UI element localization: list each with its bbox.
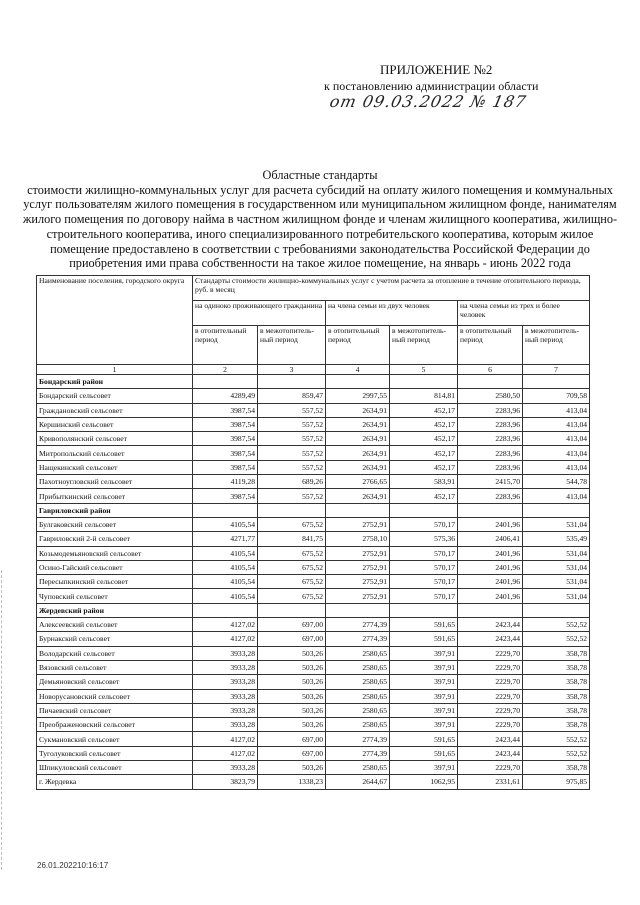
value-cell: 557,52 [258,417,326,431]
group-header: на члена семьи из трех и более человек [458,301,590,326]
value-cell: 452,17 [390,489,458,503]
value-cell: 709,58 [523,389,590,403]
value-cell: 2580,65 [326,718,390,732]
value-cell: 397,91 [390,646,458,660]
value-cell: 583,91 [390,475,458,489]
column-number: 3 [258,365,326,375]
value-cell: 2283,96 [458,403,523,417]
value-cell: 2634,91 [326,432,390,446]
value-cell: 452,17 [390,460,458,474]
value-cell: 570,17 [390,560,458,574]
empty-cell [390,503,458,517]
value-cell: 814,81 [390,389,458,403]
value-cell: 3987,54 [193,417,258,431]
value-cell: 3987,54 [193,432,258,446]
value-cell: 397,91 [390,761,458,775]
value-cell: 841,75 [258,532,326,546]
value-cell: 413,04 [523,489,590,503]
settlement-name: Бурнакский сельсовет [37,632,193,646]
empty-cell [326,503,390,517]
table-row [37,775,590,789]
value-cell: 358,78 [523,761,590,775]
empty-cell [523,603,590,617]
value-cell: 591,65 [390,632,458,646]
value-cell: 4105,54 [193,589,258,603]
empty-cell [458,603,523,617]
document-title [20,168,620,271]
empty-cell [390,375,458,389]
value-cell: 413,04 [523,417,590,431]
value-cell: 3987,54 [193,403,258,417]
value-cell: 552,52 [523,618,590,632]
value-cell: 2331,61 [458,775,523,789]
value-cell: 2634,91 [326,489,390,503]
settlement-name: Преображеновский сельсовет [37,718,193,732]
value-cell: 503,26 [258,660,326,674]
period-header: в отопительный период [458,326,523,365]
empty-cell [390,603,458,617]
empty-cell [258,503,326,517]
value-cell: 557,52 [258,446,326,460]
value-cell: 452,17 [390,432,458,446]
value-cell: 544,78 [523,475,590,489]
empty-cell [326,375,390,389]
value-cell: 535,49 [523,532,590,546]
value-cell: 2229,70 [458,718,523,732]
settlement-name: Сукмановский сельсовет [37,732,193,746]
value-cell: 2752,91 [326,546,390,560]
title-line-1: Областные стандарты [262,168,378,182]
settlement-name: Булгаковский сельсовет [37,517,193,531]
value-cell: 3933,28 [193,689,258,703]
value-cell: 2401,96 [458,560,523,574]
handwritten-date-number: от 09.03.2022 № 187 [327,92,529,111]
value-cell: 397,91 [390,718,458,732]
table-row [37,660,590,674]
value-cell: 2580,65 [326,761,390,775]
empty-cell [523,375,590,389]
settlement-name: Новорусановский сельсовет [37,689,193,703]
value-cell: 591,65 [390,618,458,632]
column-number: 5 [390,365,458,375]
value-cell: 697,00 [258,732,326,746]
table-row [37,718,590,732]
column-number: 6 [458,365,523,375]
empty-cell [523,503,590,517]
value-cell: 531,04 [523,560,590,574]
settlement-name: Пахотноугловский сельсовет [37,475,193,489]
value-cell: 591,65 [390,732,458,746]
period-header: в межотопитель-ный период [390,326,458,365]
value-cell: 4119,28 [193,475,258,489]
value-cell: 358,78 [523,689,590,703]
table-row [37,746,590,760]
standards-header: Стандарты стоимости жилищно-коммунальных услуг с учетом расчета за отопление в течение отопительного периода, руб. в месяц [193,276,590,301]
column-number: 1 [37,365,193,375]
district-name: Гавриловский район [37,503,193,517]
value-cell: 2580,65 [326,689,390,703]
settlement-name: Алексеевский сельсовет [37,618,193,632]
value-cell: 2580,65 [326,660,390,674]
empty-cell [458,503,523,517]
value-cell: 2774,39 [326,618,390,632]
value-cell: 531,04 [523,517,590,531]
value-cell: 503,26 [258,761,326,775]
appendix-label: ПРИЛОЖЕНИЕ №2 [380,62,493,77]
value-cell: 358,78 [523,660,590,674]
value-cell: 697,00 [258,632,326,646]
value-cell: 413,04 [523,403,590,417]
value-cell: 557,52 [258,432,326,446]
empty-cell [458,375,523,389]
value-cell: 358,78 [523,675,590,689]
value-cell: 2229,70 [458,646,523,660]
value-cell: 2283,96 [458,489,523,503]
value-cell: 503,26 [258,689,326,703]
value-cell: 413,04 [523,432,590,446]
value-cell: 2752,91 [326,575,390,589]
value-cell: 675,52 [258,589,326,603]
value-cell: 503,26 [258,703,326,717]
table-row [37,417,590,431]
print-timestamp: 26.01.202210:16:17 [37,861,109,870]
value-cell: 2580,65 [326,703,390,717]
value-cell: 2752,91 [326,517,390,531]
settlement-name: Туголуковский сельсовет [37,746,193,760]
settlement-name: Володарский сельсовет [37,646,193,660]
value-cell: 4289,49 [193,389,258,403]
value-cell: 3933,28 [193,761,258,775]
value-cell: 675,52 [258,517,326,531]
group-header: на члена семьи из двух человек [326,301,458,326]
table-row [37,532,590,546]
table-row [37,432,590,446]
value-cell: 1338,23 [258,775,326,789]
table-row [37,646,590,660]
value-cell: 675,52 [258,575,326,589]
district-row [37,603,590,617]
table-row [37,575,590,589]
district-name: Жердевский район [37,603,193,617]
value-cell: 2423,44 [458,632,523,646]
empty-cell [258,603,326,617]
value-cell: 2229,70 [458,761,523,775]
table-row [37,761,590,775]
value-cell: 575,36 [390,532,458,546]
empty-cell [258,375,326,389]
value-cell: 2283,96 [458,446,523,460]
value-cell: 557,52 [258,460,326,474]
value-cell: 2401,96 [458,589,523,603]
value-cell: 552,52 [523,632,590,646]
value-cell: 452,17 [390,417,458,431]
table-row [37,589,590,603]
period-header: в отопительный период [326,326,390,365]
value-cell: 570,17 [390,589,458,603]
value-cell: 2401,96 [458,546,523,560]
table-row [37,517,590,531]
period-header: в межотопитель-ный период [258,326,326,365]
settlement-name: Прибыткинский сельсовет [37,489,193,503]
value-cell: 397,91 [390,675,458,689]
value-cell: 3933,28 [193,675,258,689]
value-cell: 675,52 [258,546,326,560]
settlement-name: Козьмодемьяновский сельсовет [37,546,193,560]
value-cell: 2774,39 [326,732,390,746]
value-cell: 3987,54 [193,489,258,503]
table-row [37,703,590,717]
value-cell: 3823,79 [193,775,258,789]
settlement-name: Гавриловский 2-й сельсовет [37,532,193,546]
value-cell: 358,78 [523,703,590,717]
table-row [37,546,590,560]
value-cell: 413,04 [523,446,590,460]
appendix-subtitle: к постановлению администрации области [324,79,539,93]
value-cell: 552,52 [523,732,590,746]
district-row [37,503,590,517]
value-cell: 570,17 [390,575,458,589]
value-cell: 4271,77 [193,532,258,546]
value-cell: 4127,02 [193,618,258,632]
value-cell: 2758,10 [326,532,390,546]
value-cell: 1062,95 [390,775,458,789]
value-cell: 2580,65 [326,675,390,689]
value-cell: 452,17 [390,403,458,417]
value-cell: 570,17 [390,517,458,531]
value-cell: 689,26 [258,475,326,489]
title-body: стоимости жилищно-коммунальных услуг для расчета субсидий на оплату жилого помещения и коммунальных услуг пользователям жилого помещения в государственном или муниципальном жилищном фонде, нанимателям жилого помещения по договору найма в частном жилищном фонде и членам жилищного кооператива, жилищно-строительного кооператива, иного специализированного потребительского кооператива, которым жилое помещение предоставлено в соответствии с требованиями законодательства Российской Федерации до приобретения ими права собственности на такое жилое помещение, на январь - июнь 2022 года [22,182,618,271]
value-cell: 2229,70 [458,660,523,674]
value-cell: 531,04 [523,589,590,603]
value-cell: 2644,67 [326,775,390,789]
value-cell: 358,78 [523,646,590,660]
settlement-name: Кривополянский сельсовет [37,432,193,446]
column-number: 7 [523,365,590,375]
settlement-name: Бондарский сельсовет [37,389,193,403]
value-cell: 2229,70 [458,675,523,689]
value-cell: 4127,02 [193,732,258,746]
value-cell: 2634,91 [326,403,390,417]
settlement-name: Вязовский сельсовет [37,660,193,674]
table-row [37,689,590,703]
empty-cell [193,375,258,389]
value-cell: 591,65 [390,746,458,760]
value-cell: 2423,44 [458,746,523,760]
value-cell: 2580,65 [326,646,390,660]
settlement-name: Граждановский сельсовет [37,403,193,417]
value-cell: 503,26 [258,718,326,732]
scan-edge [1,570,2,870]
value-cell: 503,26 [258,646,326,660]
column-number: 4 [326,365,390,375]
value-cell: 397,91 [390,689,458,703]
value-cell: 413,04 [523,460,590,474]
value-cell: 4127,02 [193,632,258,646]
value-cell: 859,47 [258,389,326,403]
value-cell: 675,52 [258,560,326,574]
col-name-header: Наименование поселения, городского округа [37,276,193,365]
period-header: в межотопитель-ный период [523,326,590,365]
value-cell: 2774,39 [326,632,390,646]
value-cell: 3987,54 [193,460,258,474]
value-cell: 2283,96 [458,432,523,446]
value-cell: 2423,44 [458,732,523,746]
value-cell: 2997,55 [326,389,390,403]
settlement-name: Нащекинский сельсовет [37,460,193,474]
table-row [37,460,590,474]
settlement-name: г. Жердевка [37,775,193,789]
value-cell: 2766,65 [326,475,390,489]
value-cell: 4105,54 [193,575,258,589]
value-cell: 2423,44 [458,618,523,632]
district-name: Бондарский район [37,375,193,389]
value-cell: 3933,28 [193,718,258,732]
value-cell: 557,52 [258,489,326,503]
value-cell: 2229,70 [458,689,523,703]
value-cell: 2401,96 [458,517,523,531]
value-cell: 4105,54 [193,546,258,560]
value-cell: 2415,70 [458,475,523,489]
value-cell: 2283,96 [458,460,523,474]
group-header: на одиноко проживающего гражданина [193,301,326,326]
table-row [37,446,590,460]
table-row [37,560,590,574]
value-cell: 552,52 [523,746,590,760]
value-cell: 2406,41 [458,532,523,546]
value-cell: 503,26 [258,675,326,689]
settlement-name: Кершинский сельсовет [37,417,193,431]
value-cell: 975,85 [523,775,590,789]
table-row [37,475,590,489]
value-cell: 397,91 [390,703,458,717]
district-row [37,375,590,389]
value-cell: 531,04 [523,575,590,589]
value-cell: 2634,91 [326,446,390,460]
value-cell: 2774,39 [326,746,390,760]
value-cell: 2634,91 [326,417,390,431]
value-cell: 2752,91 [326,589,390,603]
value-cell: 697,00 [258,618,326,632]
value-cell: 3987,54 [193,446,258,460]
column-number: 2 [193,365,258,375]
value-cell: 452,17 [390,446,458,460]
standards-table [36,275,590,790]
value-cell: 531,04 [523,546,590,560]
settlement-name: Пересыпкинский сельсовет [37,575,193,589]
value-cell: 3933,28 [193,660,258,674]
value-cell: 3933,28 [193,703,258,717]
value-cell: 4105,54 [193,517,258,531]
value-cell: 2634,91 [326,460,390,474]
settlement-name: Митропольский сельсовет [37,446,193,460]
value-cell: 2283,96 [458,417,523,431]
value-cell: 697,00 [258,746,326,760]
value-cell: 2229,70 [458,703,523,717]
empty-cell [326,603,390,617]
value-cell: 2401,96 [458,575,523,589]
value-cell: 570,17 [390,546,458,560]
table-row [37,403,590,417]
value-cell: 2752,91 [326,560,390,574]
empty-cell [193,503,258,517]
table-row [37,675,590,689]
table-row [37,618,590,632]
empty-cell [193,603,258,617]
value-cell: 4105,54 [193,560,258,574]
settlement-name: Шпикуловский сельсовет [37,761,193,775]
table-row [37,632,590,646]
value-cell: 358,78 [523,718,590,732]
value-cell: 4127,02 [193,746,258,760]
settlement-name: Осино-Гайский сельсовет [37,560,193,574]
table-row [37,389,590,403]
period-header: в отопительный период [193,326,258,365]
value-cell: 2580,50 [458,389,523,403]
value-cell: 557,52 [258,403,326,417]
settlement-name: Демьяновский сельсовет [37,675,193,689]
settlement-name: Чуповский сельсовет [37,589,193,603]
table-row [37,732,590,746]
settlement-name: Пичаевский сельсовет [37,703,193,717]
value-cell: 3933,28 [193,646,258,660]
value-cell: 397,91 [390,660,458,674]
table-row [37,489,590,503]
